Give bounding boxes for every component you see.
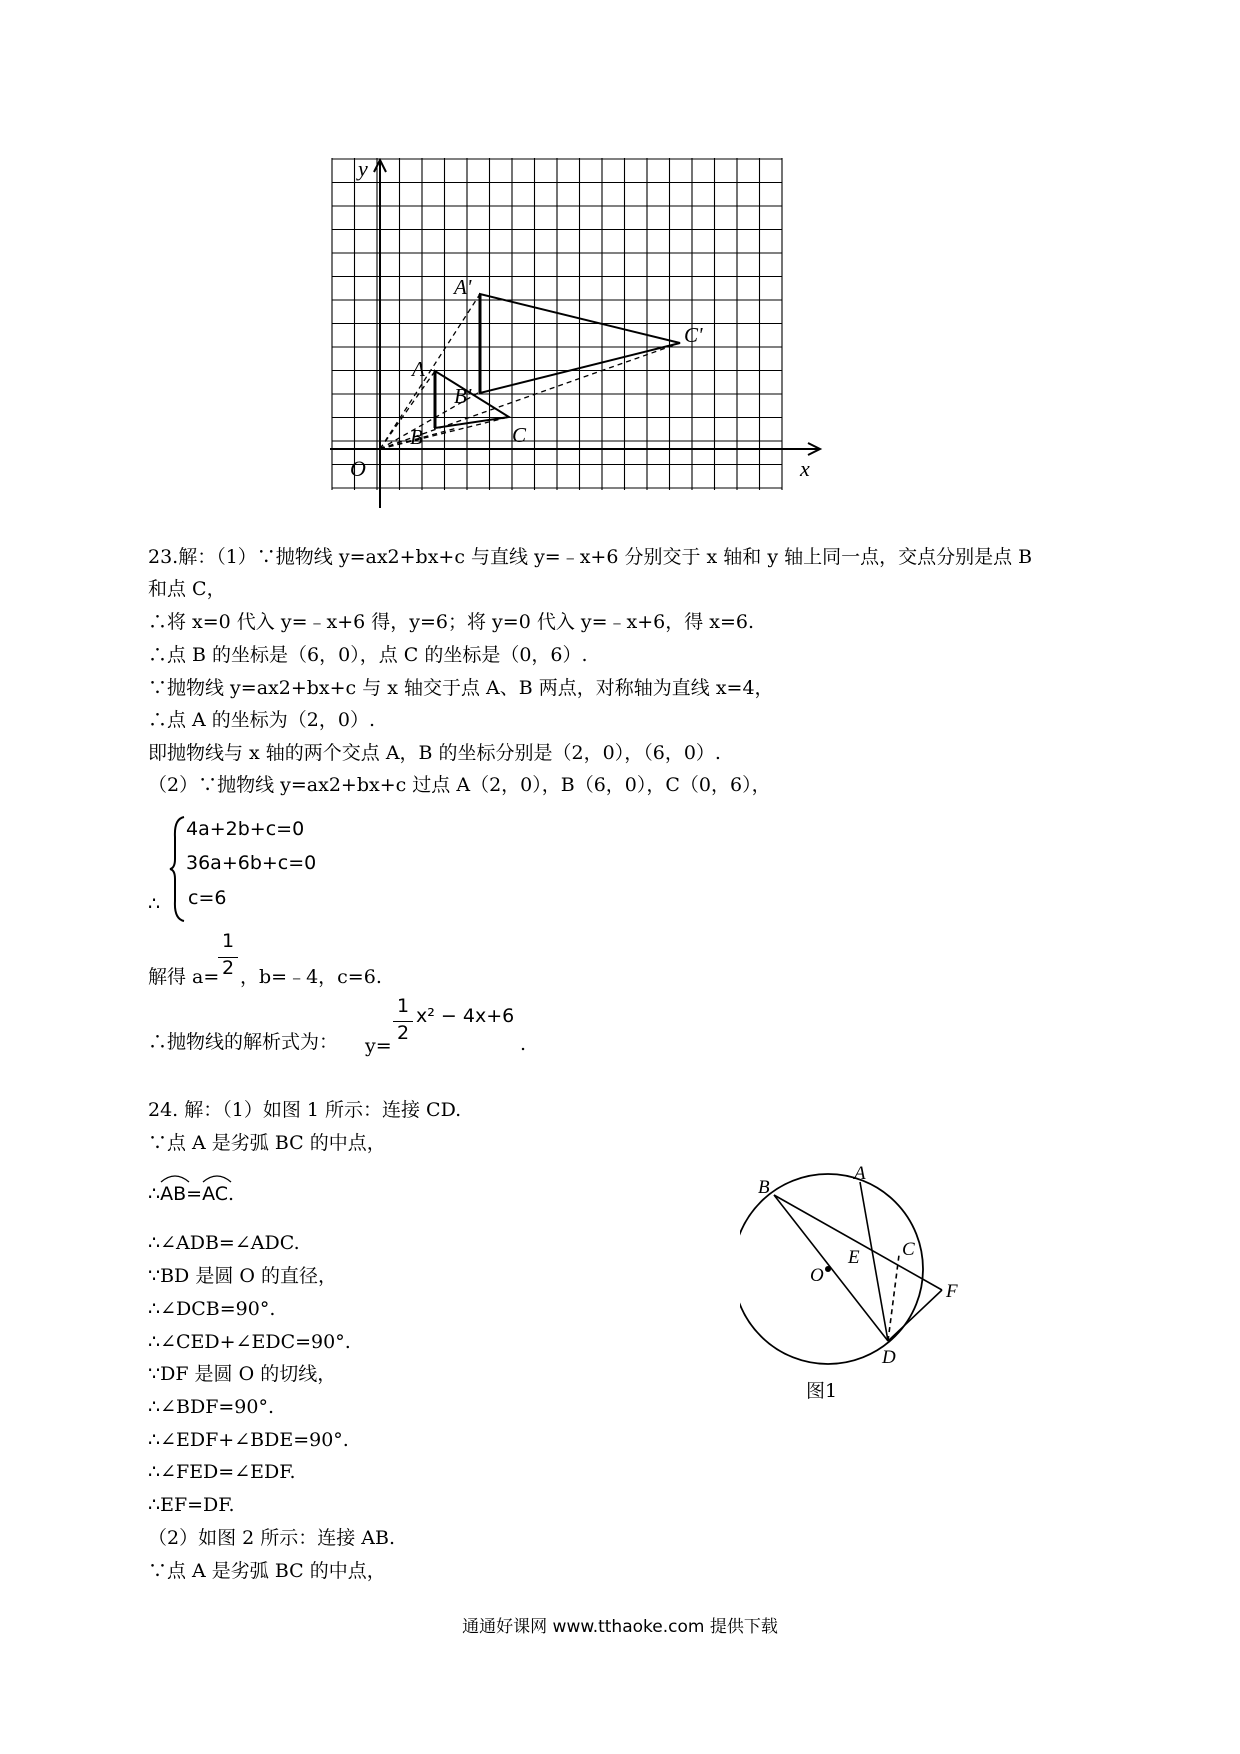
q24-line-2: ∵点 A 是劣弧 BC 的中点， xyxy=(148,1132,386,1154)
label-a: A xyxy=(412,357,425,381)
arc-ab: AB xyxy=(160,1182,186,1206)
fraction-denominator: 2 xyxy=(222,957,235,979)
q24-line-10: ∴∠EDF+∠BDE=90°. xyxy=(148,1429,349,1451)
label-b1: B' xyxy=(454,384,472,408)
q24-line-9: ∴∠BDF=90°. xyxy=(148,1396,275,1418)
fraction-numerator: 1 xyxy=(222,930,235,952)
label-x: x xyxy=(800,456,810,481)
circle-geometry-figure xyxy=(740,1165,980,1385)
arc-ac: AC xyxy=(202,1182,228,1206)
q23-line-1: 23.解：（1）∵抛物线 y=ax2+bx+c 与直线 y=﹣x+6 分别交于 x 轴和 y 轴上同一点，交点分别是点 B xyxy=(148,546,1033,568)
fig2-label-e: E xyxy=(848,1247,860,1268)
page-footer: 通通好课网 www.tthaoke.com 提供下载 xyxy=(462,1617,778,1637)
label-origin: O xyxy=(350,456,366,481)
result-fraction-denominator: 2 xyxy=(397,1022,410,1044)
result-prefix: ∴抛物线的解析式为： xyxy=(148,1031,339,1053)
figure-caption: 图1 xyxy=(806,1380,838,1402)
result-y: y= xyxy=(365,1035,392,1057)
result-end: . xyxy=(520,1033,527,1055)
label-y: y xyxy=(358,158,368,181)
result-expression: x² − 4x+6 xyxy=(416,1005,515,1027)
therefore-symbol: ∴ xyxy=(148,893,161,915)
solve-prefix: 解得 a= xyxy=(148,966,220,988)
system-brace xyxy=(168,815,188,923)
q24-arc-line xyxy=(148,1182,234,1206)
q23-line-8: （2）∵抛物线 y=ax2+bx+c 过点 A（2，0），B（6，0），C（0，6）， xyxy=(148,774,771,796)
q24-line-4: ∴∠ADB=∠ADC. xyxy=(148,1232,300,1254)
q23-line-7: 即抛物线与 x 轴的两个交点 A，B 的坐标分别是（2，0），（6，0）. xyxy=(148,742,721,764)
q23-line-6: ∴点 A 的坐标为（2，0）. xyxy=(148,709,376,731)
system-eq-2: 36a+6b+c=0 xyxy=(186,852,317,874)
arc-equals: = xyxy=(186,1183,203,1205)
label-c: C xyxy=(512,423,527,447)
label-b: B xyxy=(410,425,423,449)
therefore-symbol-2: ∴ xyxy=(148,1183,161,1205)
fig2-label-a: A xyxy=(854,1165,866,1184)
q24-line-14: ∵点 A 是劣弧 BC 的中点， xyxy=(148,1560,386,1582)
q23-line-4: ∴点 B 的坐标是（6，0），点 C 的坐标是（0，6）. xyxy=(148,644,588,666)
q24-line-12: ∴EF=DF. xyxy=(148,1494,235,1516)
q23-line-5: ∵抛物线 y=ax2+bx+c 与 x 轴交于点 A、B 两点，对称轴为直线 x=4， xyxy=(148,677,774,699)
fig2-label-f: F xyxy=(946,1281,958,1302)
fig2-label-c: C xyxy=(902,1239,915,1260)
q23-line-2: 和点 C， xyxy=(148,578,226,600)
q24-line-13: （2）如图 2 所示：连接 AB. xyxy=(148,1527,396,1549)
fig2-label-b: B xyxy=(758,1177,770,1198)
q24-line-5: ∵BD 是圆 O 的直径， xyxy=(148,1265,337,1287)
q24-line-1: 24. 解：（1）如图 1 所示：连接 CD. xyxy=(148,1099,462,1121)
q24-line-6: ∴∠DCB=90°. xyxy=(148,1298,276,1320)
label-c1: C' xyxy=(684,323,703,347)
system-eq-1: 4a+2b+c=0 xyxy=(186,818,305,840)
arc-line-end: . xyxy=(228,1183,235,1205)
fig2-label-o: O xyxy=(810,1265,824,1286)
coordinate-grid-figure xyxy=(330,158,830,508)
q24-line-11: ∴∠FED=∠EDF. xyxy=(148,1461,296,1483)
q24-line-8: ∵DF 是圆 O 的切线， xyxy=(148,1363,337,1385)
fig2-label-d: D xyxy=(882,1347,896,1368)
solve-suffix: ，b=﹣4，c=6. xyxy=(240,966,382,988)
q24-line-7: ∴∠CED+∠EDC=90°. xyxy=(148,1331,351,1353)
triangle-abc xyxy=(435,371,509,428)
result-fraction-numerator: 1 xyxy=(397,995,410,1017)
q23-line-3: ∴将 x=0 代入 y=﹣x+6 得，y=6；将 y=0 代入 y=﹣x+6，得 x=6. xyxy=(148,611,755,633)
system-eq-3: c=6 xyxy=(188,887,227,909)
label-a1: A' xyxy=(454,275,472,299)
